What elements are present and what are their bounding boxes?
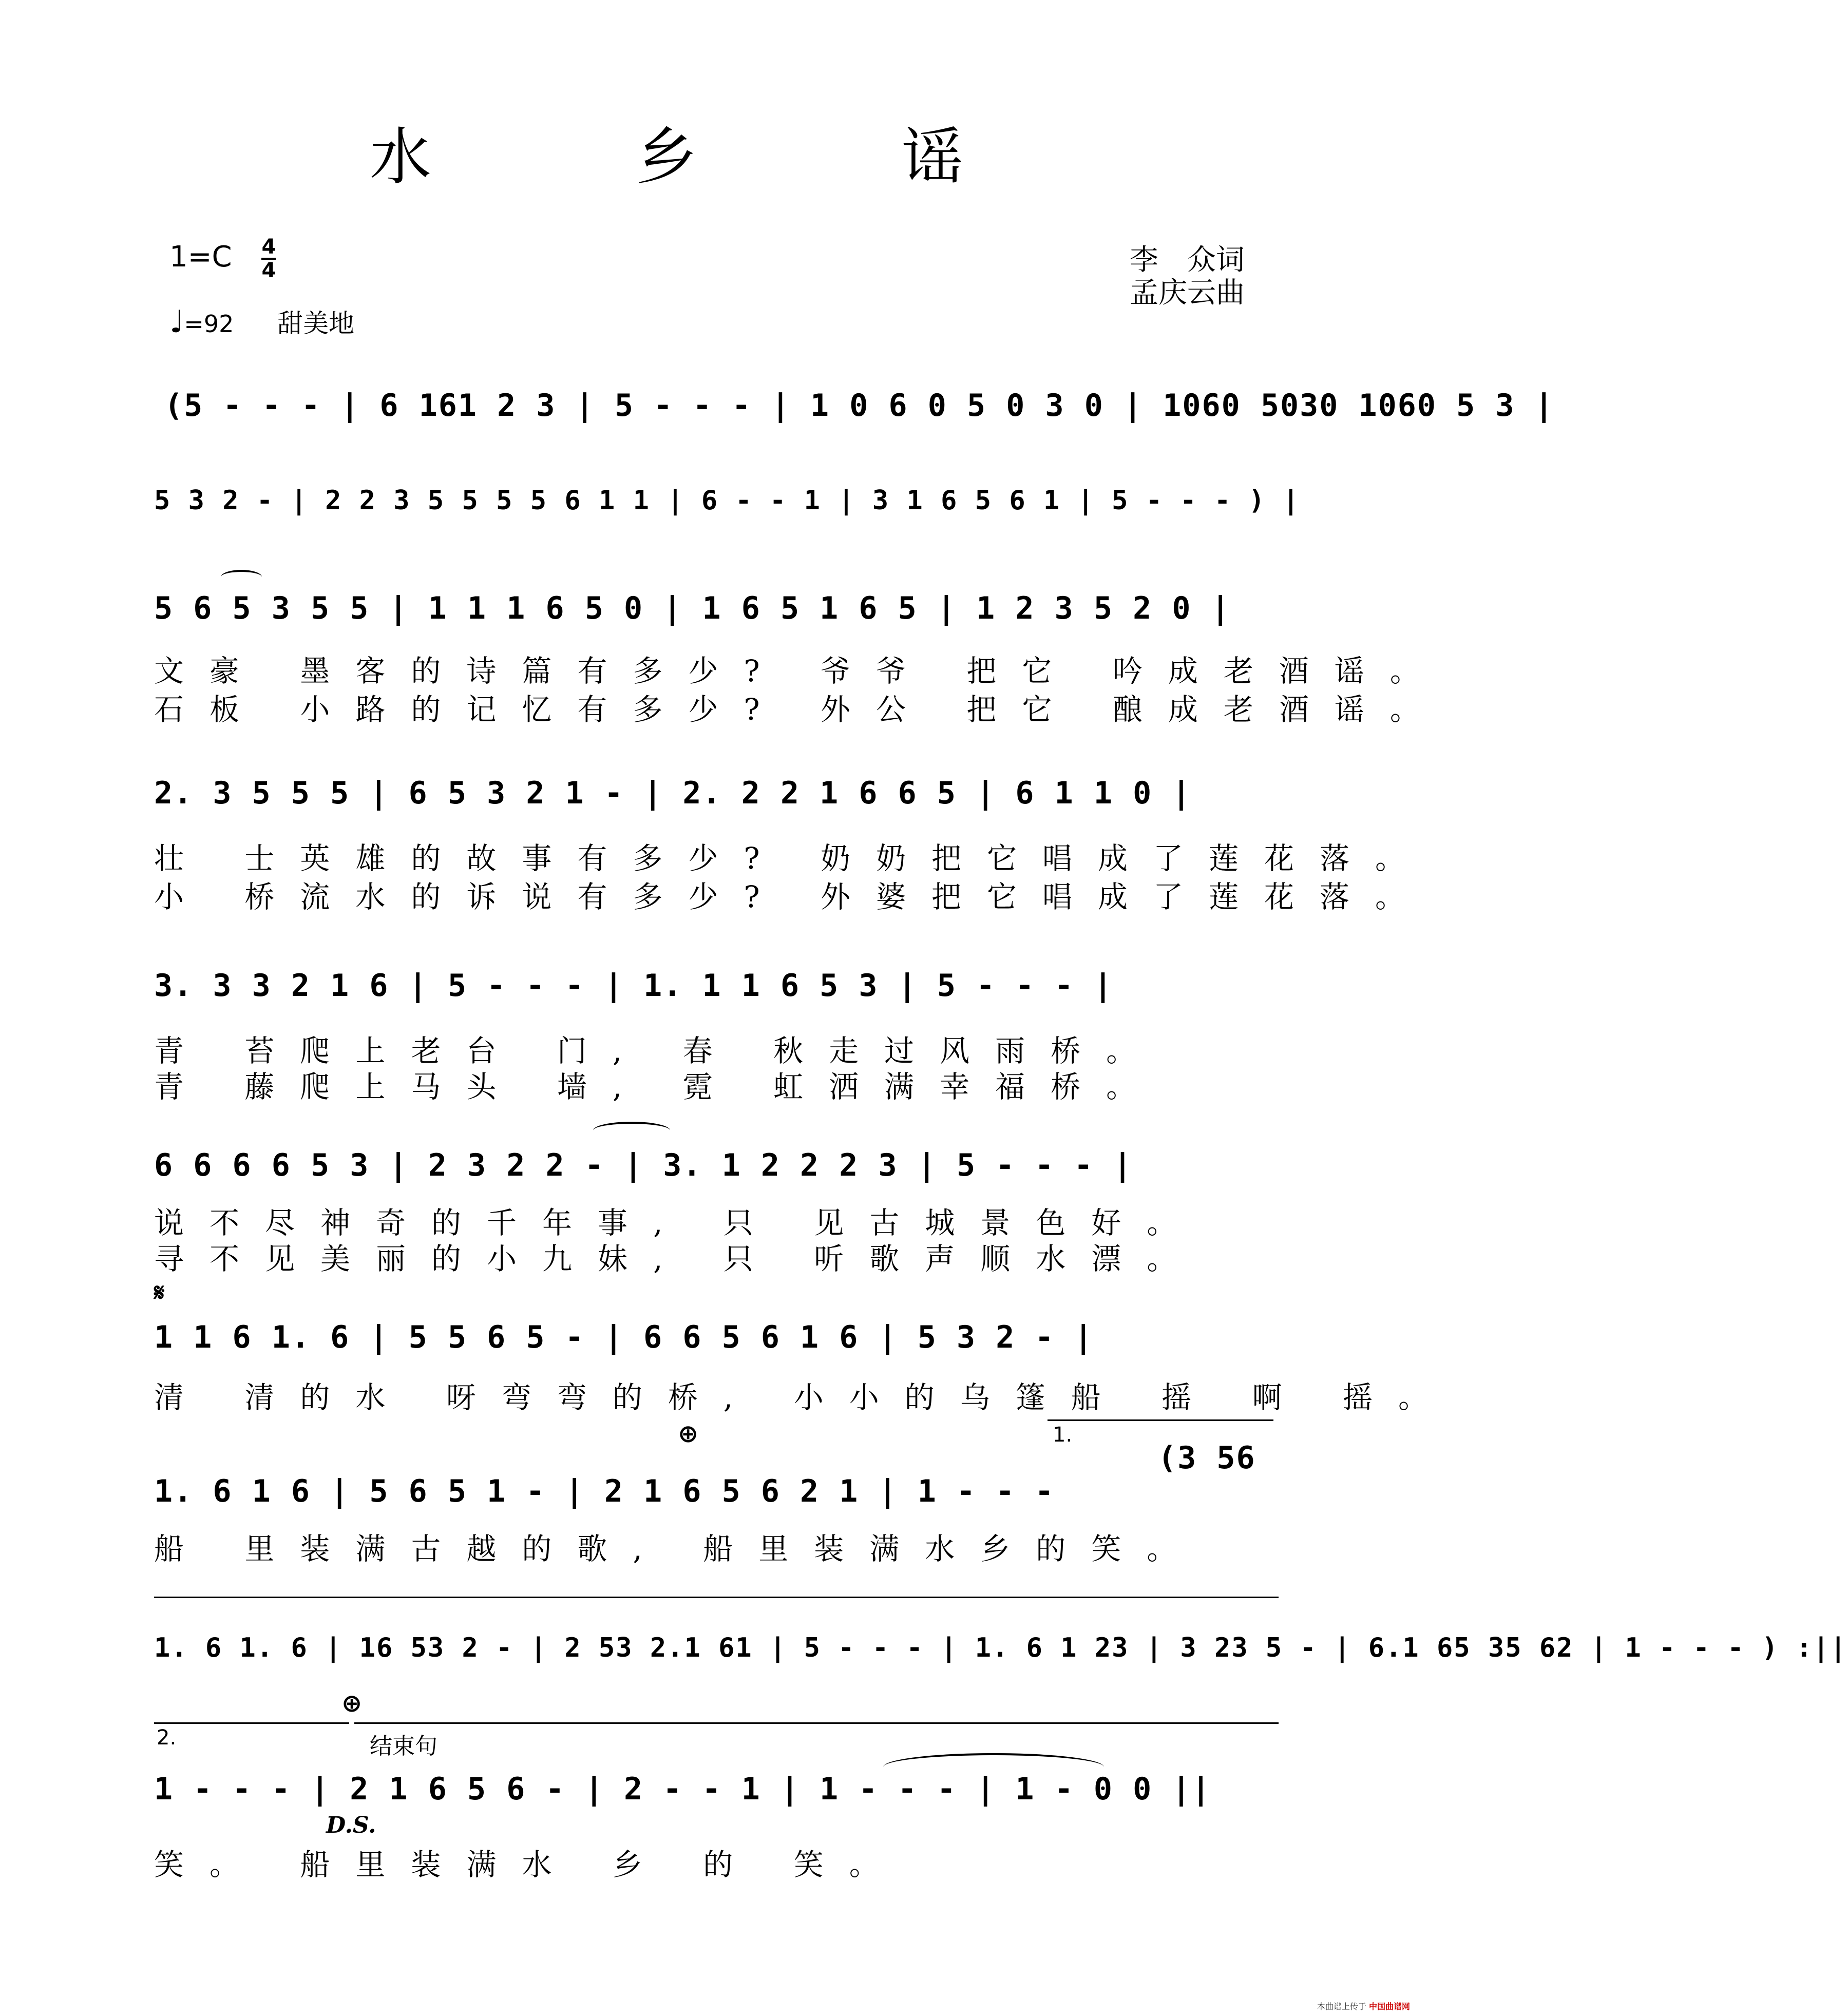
composer-credit: 孟庆云曲 [1130, 276, 1245, 310]
lyricist-credit: 李 众词 [1130, 243, 1245, 277]
lyrics-row-4-verse-1: 壮 士英雄的故事有多少? 奶奶把它唱成了莲花落。 [154, 841, 1431, 876]
tempo-marking [169, 303, 354, 340]
score-row-2: 5 3 2 - | 2 2 3 5 5 5 5 6 1 1 | 6 - - 1 | 3 1 6 5 6 1 | 5 - - - ) | [154, 485, 1300, 516]
volta-2-label: 2. [157, 1726, 177, 1750]
volta-extension-line [154, 1597, 1279, 1598]
mood-marking: 甜美地 [277, 309, 355, 338]
score-row-9: 1. 6 1. 6 | 16 53 2 - | 2 53 2.1 61 | 5 - - - | 1. 6 1 23 | 3 23 5 - | 6.1 65 35 62 | 1 - - - ) :|| [154, 1633, 1847, 1663]
repeat-intro-notes: (3 56 [1158, 1440, 1256, 1476]
lyrics-row-3-verse-2: 石板 小路的记忆有多少? 外公 把它 酿成老酒谣。 [154, 692, 1445, 727]
key-label: 1=C [169, 240, 232, 274]
score-row-4: 2. 3 5 5 5 | 6 5 3 2 1 - | 2. 2 2 1 6 6 5 | 6 1 1 0 | [154, 775, 1192, 811]
score-row-6: 6 6 6 6 5 3 | 2 3 2 2 - | 3. 1 2 2 2 3 | 5 - - - | [154, 1147, 1133, 1183]
quarter-note-icon: ♩ [169, 304, 184, 340]
slur-mark [593, 1122, 670, 1139]
lyrics-row-5-verse-2: 青 藤爬上马头 墙, 霓 虹洒满幸福桥。 [154, 1069, 1162, 1104]
ending-bracket [354, 1722, 1279, 1724]
segno-icon: 𝄋 [154, 1278, 165, 1307]
footer-prefix: 本曲谱上传于 [1317, 2002, 1366, 2011]
credits [1130, 244, 1245, 310]
volta-bracket [1048, 1419, 1273, 1421]
lyrics-row-10: 笑。 船里装满水 乡 的 笑。 [154, 1847, 905, 1882]
lyrics-row-7: 清 清的水 呀弯弯的桥, 小小的乌篷船 摇 啊 摇。 [154, 1380, 1454, 1415]
slur-mark [221, 570, 262, 584]
score-row-5: 3. 3 3 2 1 6 | 5 - - - | 1. 1 1 6 5 3 | 5 - - - | [154, 968, 1114, 1004]
time-signature [261, 236, 276, 281]
lyrics-row-6-verse-1: 说不尽神奇的千年事, 只 见古城景色好。 [154, 1205, 1203, 1240]
coda-icon: ⊕ [678, 1419, 699, 1448]
key-signature [169, 236, 276, 281]
lyrics-row-6-verse-2: 寻不见美丽的小九妹, 只 听歌声顺水漂。 [154, 1241, 1203, 1276]
ending-label: 结束句 [370, 1733, 437, 1759]
score-row-1: (5 - - - | 6 161 2 3 | 5 - - - | 1 0 6 0 5 0 3 0 | 1060 5030 1060 5 3 | [164, 388, 1554, 424]
coda-icon: ⊕ [341, 1689, 363, 1718]
score-row-10: 1 - - - | 2 1 6 5 6 - | 2 - - 1 | 1 - - - | 1 - 0 0 || [154, 1771, 1211, 1807]
tempo-value: =92 [184, 310, 234, 338]
lyrics-row-5-verse-1: 青 苔爬上老台 门, 春 秋走过风雨桥。 [154, 1033, 1162, 1068]
meter-top: 4 [261, 235, 276, 259]
score-row-7: 1 1 6 1. 6 | 5 5 6 5 - | 6 6 5 6 1 6 | 5 3 2 - | [154, 1319, 1094, 1355]
dal-segno-marking: D.S. [326, 1812, 376, 1838]
page-title: 水 乡 谣 [369, 122, 1056, 193]
lyrics-row-3-verse-1: 文豪 墨客的诗篇有多少? 爷爷 把它 吟成老酒谣。 [154, 654, 1445, 688]
meter-bottom: 4 [261, 259, 276, 282]
score-row-3: 5 6 5 3 5 5 | 1 1 1 6 5 0 | 1 6 5 1 6 5 | 1 2 3 5 2 0 | [154, 590, 1231, 626]
lyrics-row-8: 船 里装满古越的歌, 船里装满水乡的笑。 [154, 1531, 1203, 1566]
score-row-8: 1. 6 1 6 | 5 6 5 1 - | 2 1 6 5 6 2 1 | 1 - - - [154, 1473, 1055, 1509]
volta-bracket [154, 1722, 349, 1724]
footer-site: 中国曲谱网 [1368, 2002, 1410, 2011]
volta-1-label: 1. [1053, 1423, 1073, 1447]
footer-watermark [1317, 2000, 1410, 2012]
lyrics-row-4-verse-2: 小 桥流水的诉说有多少? 外婆把它唱成了莲花落。 [154, 879, 1431, 914]
